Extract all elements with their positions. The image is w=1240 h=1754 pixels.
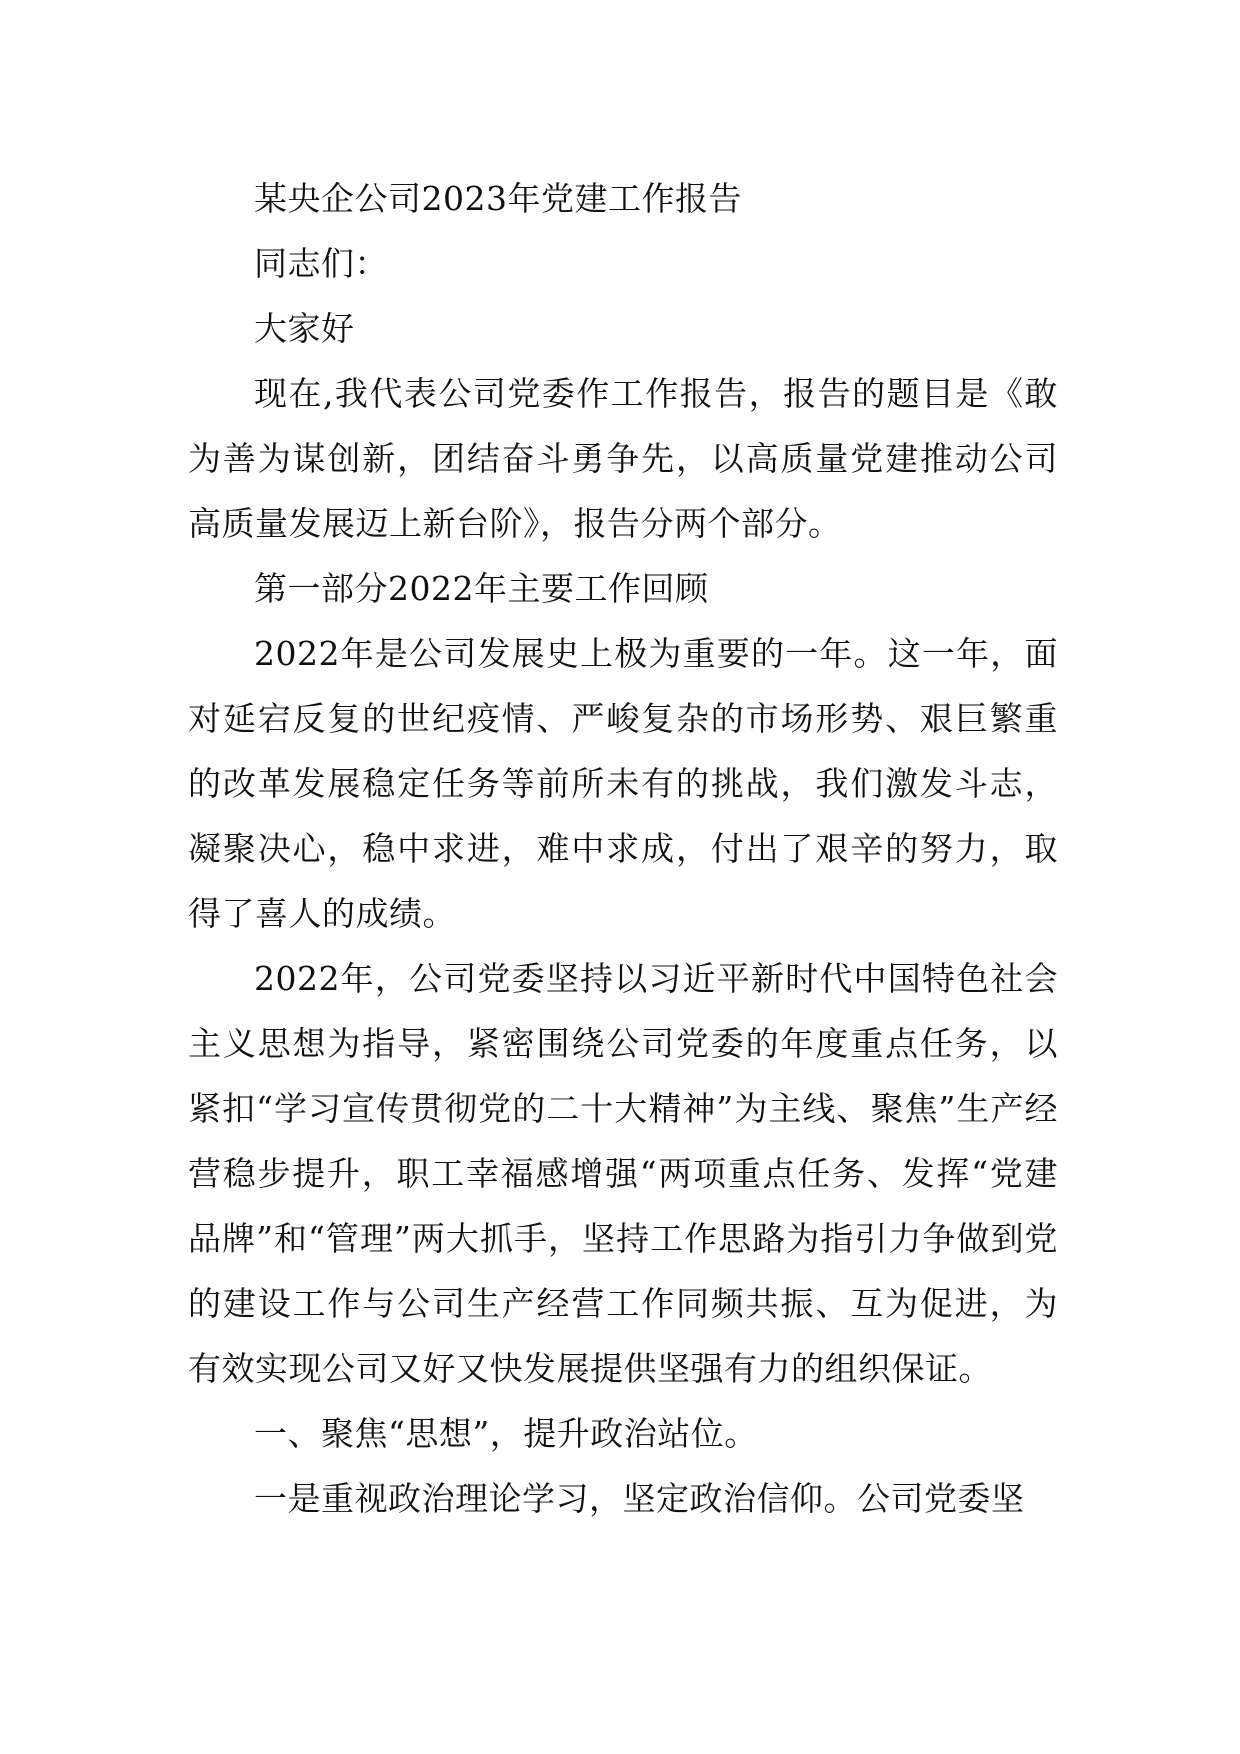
salutation: 同志们： [254, 244, 388, 283]
paragraph-2022-work: 2022年，公司党委坚持以习近平新时代中国特色社会主义思想为指导，紧密围绕公司党委的年度重点任务，以紧扣“学习宣传贯彻党的二十大精神”为主线、聚焦”生产经营稳步提升，职工幸福感增强“两项重点任务、发挥“党建品牌”和“管理”两大抓手，坚持工作思路为指引力争做到党的建设工作与公司生产经营工作同频共振、互为促进，为有效实现公司又好又快发展提供坚强有力的组织保证。 [188, 959, 1058, 1388]
document-body [188, 166, 1058, 1531]
section-heading-part-one: 第一部分2022年主要工作回顾 [254, 569, 709, 608]
document-title: 某央企公司2023年党建工作报告 [254, 179, 742, 218]
paragraph-2022-overview: 2022年是公司发展史上极为重要的一年。这一年，面对延宕反复的世纪疫情、严峻复杂的市场形势、艰巨繁重的改革发展稳定任务等前所未有的挑战，我们激发斗志，凝聚决心，稳中求进，难中求成，付出了艰辛的努力，取得了喜人的成绩。 [188, 634, 1058, 933]
subheading-focus-thought: 一、聚焦“思想”，提升政治站位。 [254, 1414, 758, 1453]
paragraph-theory-study: 一是重视政治理论学习，坚定政治信仰。公司党委坚 [254, 1479, 1025, 1518]
greeting: 大家好 [254, 309, 355, 348]
paragraph-intro: 现在,我代表公司党委作工作报告，报告的题目是《敢为善为谋创新，团结奋斗勇争先，以高质量党建推动公司高质量发展迈上新台阶》，报告分两个部分。 [188, 374, 1058, 543]
